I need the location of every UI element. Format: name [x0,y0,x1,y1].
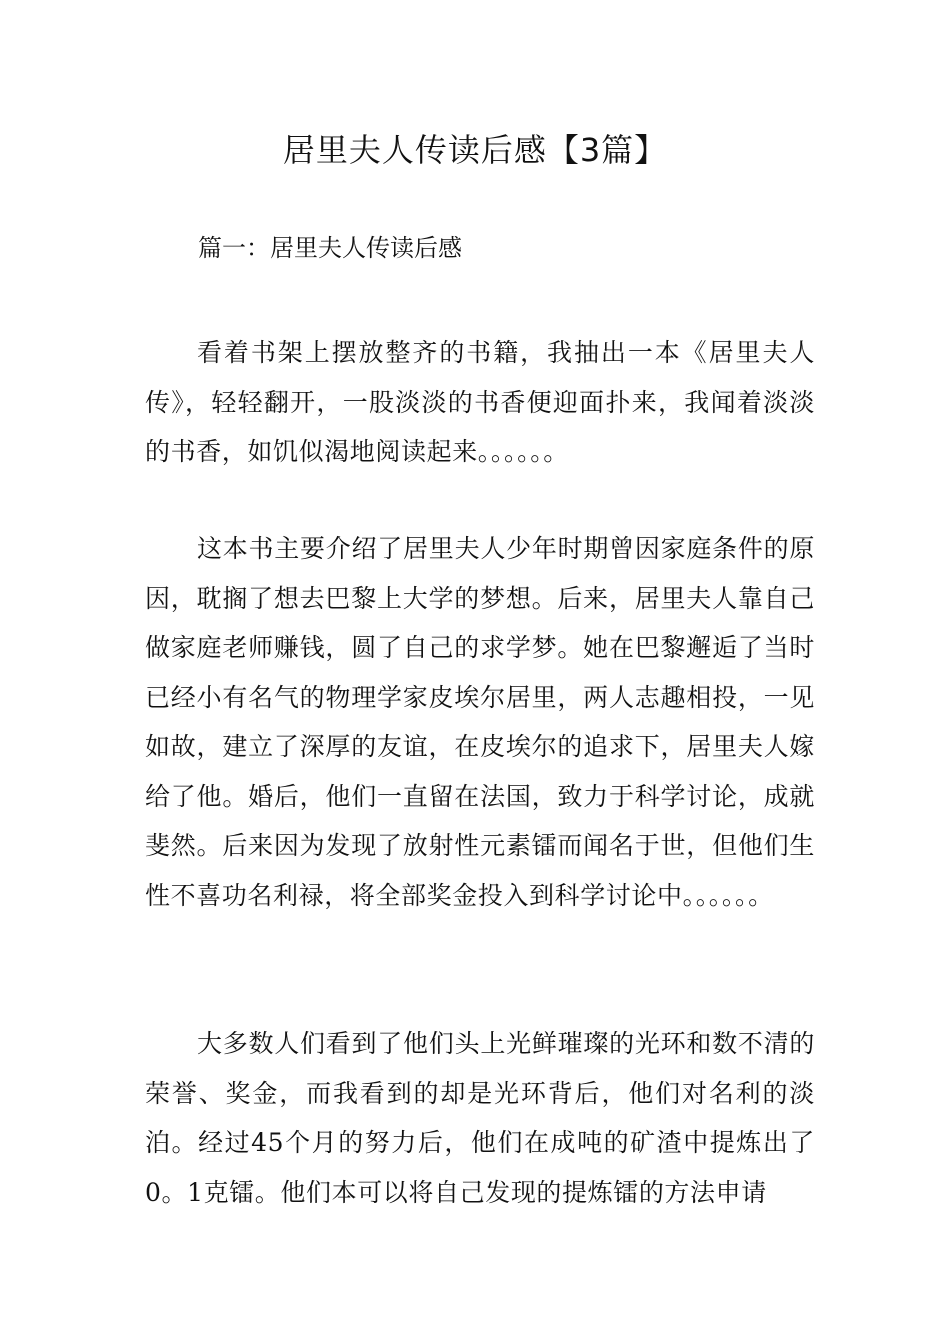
document-title: 居里夫人传读后感【3篇】 [282,131,668,169]
section-heading: 篇一：居里夫人传读后感 [198,234,462,262]
paragraph-1: 看着书架上摆放整齐的书籍，我抽出一本《居里夫人传》，轻轻翻开，一股淡淡的书香便迎面扑来，我闻着淡淡的书香，如饥似渴地阅读起来。。。。。。 [145,338,815,466]
paragraph-2: 这本书主要介绍了居里夫人少年时期曾因家庭条件的原因，耽搁了想去巴黎上大学的梦想。后来，居里夫人靠自己做家庭老师赚钱，圆了自己的求学梦。她在巴黎邂逅了当时已经小有名气的物理学家皮埃尔居里，两人志趣相投，一见如故，建立了深厚的友谊，在皮埃尔的追求下，居里夫人嫁给了他。婚后，他们一直留在法国，致力于科学讨论，成就斐然。后来因为发现了放射性元素镭而闻名于世，但他们生性不喜功名利禄，将全部奖金投入到科学讨论中。。。。。。 [145,534,815,910]
paragraph-3: 大多数人们看到了他们头上光鲜璀璨的光环和数不清的荣誉、奖金，而我看到的却是光环背后，他们对名利的淡泊。经过45个月的努力后，他们在成吨的矿渣中提炼出了0。1克镭。他们本可以将自己发现的提炼镭的方法申请 [145,1029,815,1207]
